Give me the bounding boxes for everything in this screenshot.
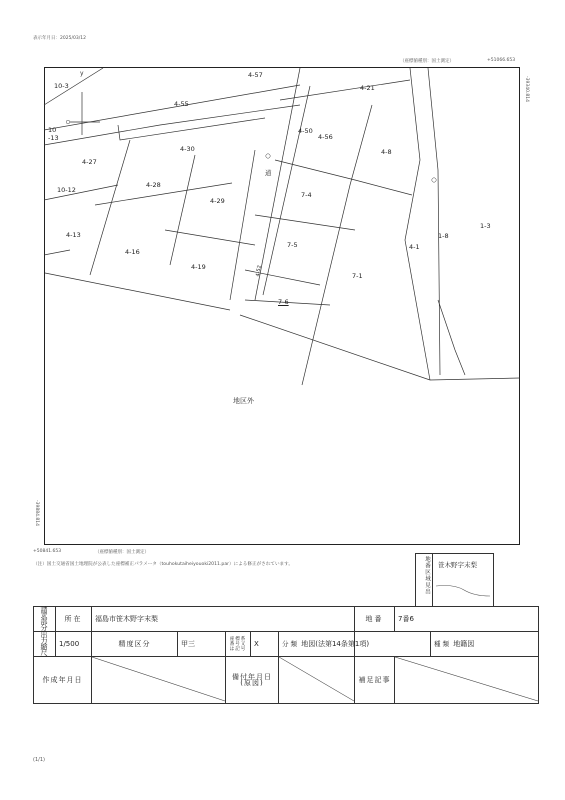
parcel-label: 1-3 bbox=[480, 222, 491, 230]
print-date: 表示年月日：2025/03/12 bbox=[33, 36, 86, 41]
parcel-label: 4-27 bbox=[82, 158, 97, 166]
parcel-label: 4-57 bbox=[248, 71, 263, 79]
type-cell bbox=[431, 632, 539, 657]
coord-system-top: （座標値種別：国土測定） bbox=[400, 59, 454, 64]
parcel-label: 4-19 bbox=[191, 263, 206, 271]
accuracy-label: 精度区分 bbox=[92, 632, 178, 657]
page-number: (1/1) bbox=[33, 757, 45, 763]
lot-label: 地番 bbox=[355, 607, 395, 632]
location-label: 所在 bbox=[56, 607, 92, 632]
parcel-label: 7-5 bbox=[287, 241, 298, 249]
parcel-label: 4-30 bbox=[180, 145, 195, 153]
road-label: 道 bbox=[265, 169, 272, 177]
right-coord: -39340.814 bbox=[524, 76, 529, 102]
parcel-label: 10-12 bbox=[57, 186, 76, 194]
parcel-label: 4-13 bbox=[66, 231, 81, 239]
lot-value: 7番6 bbox=[395, 607, 539, 632]
top-right-coord: +51066.653 bbox=[487, 58, 516, 63]
correction-note: （注）国土交通省国土地理院が公表した座標補正パラメータ（touhokutaiheiyouoki2011.par）による修正がされています。 bbox=[33, 562, 293, 567]
created-value bbox=[92, 657, 226, 704]
blank-slash bbox=[395, 657, 538, 701]
remarks-label: 補足記事 bbox=[355, 657, 395, 704]
parcel-label: 4-21 bbox=[360, 84, 375, 92]
class-label: 分類 bbox=[282, 640, 299, 648]
coord-label: 座標系番号又は記号 bbox=[226, 632, 251, 657]
attached-value bbox=[279, 657, 355, 704]
coord-system-bottom: （座標値種別：国土測定） bbox=[95, 550, 149, 555]
location-value: 福島市笹木野字末梨 bbox=[92, 607, 355, 632]
parcel-label: 7-1 bbox=[352, 272, 363, 280]
parcel-label: 1-8 bbox=[438, 232, 449, 240]
parcel-label: 7-4 bbox=[301, 191, 312, 199]
parcel-label: 4-16 bbox=[125, 248, 140, 256]
remarks-value bbox=[395, 657, 539, 704]
parcel-label-selected: 7-6 bbox=[278, 298, 289, 306]
parcel-label: 4-28 bbox=[146, 181, 161, 189]
left-coord: -39884.814 bbox=[34, 500, 39, 526]
attached-label: 備付年月日(原図) bbox=[226, 657, 279, 704]
parcel-label: 4-55 bbox=[174, 100, 189, 108]
blank-slash bbox=[92, 657, 225, 701]
scale-value: 1/500 bbox=[56, 632, 92, 657]
type-value: 地籍図 bbox=[453, 640, 475, 648]
bottom-left-coord: +50841.653 bbox=[33, 549, 62, 554]
parcel-label: 10-3 bbox=[54, 82, 69, 90]
parcel-label: 4-29 bbox=[210, 197, 225, 205]
index-box-place: 笹木野字末梨 bbox=[438, 561, 477, 569]
parcel-label: 4-52 bbox=[255, 264, 263, 278]
type-label: 種類 bbox=[434, 640, 451, 648]
parcel-label: 4-8 bbox=[381, 148, 392, 156]
parcel-label: 4-1 bbox=[409, 243, 420, 251]
parcel-label: 4-50 bbox=[298, 127, 313, 135]
info-table bbox=[33, 606, 539, 704]
index-box-sketch bbox=[434, 582, 491, 602]
accuracy-value: 甲三 bbox=[178, 632, 226, 657]
scale-label: 出力縮尺 bbox=[34, 632, 56, 657]
parcel-label: 4-56 bbox=[318, 133, 333, 141]
north-arrow-label: y bbox=[80, 70, 84, 77]
index-box bbox=[415, 553, 494, 607]
created-label: 作成年月日 bbox=[34, 657, 92, 704]
class-cell bbox=[279, 632, 370, 657]
index-box-label: 地番区域見出 bbox=[424, 556, 430, 595]
outside-area-label: 地区外 bbox=[233, 397, 254, 405]
coord-value: Ⅹ bbox=[251, 632, 279, 657]
parcel-label: 10 -13 bbox=[48, 126, 59, 142]
class-value: 地図(法第14条第1項) bbox=[301, 640, 370, 648]
request-label: 請求部分 bbox=[34, 607, 56, 632]
blank-slash bbox=[279, 657, 354, 701]
